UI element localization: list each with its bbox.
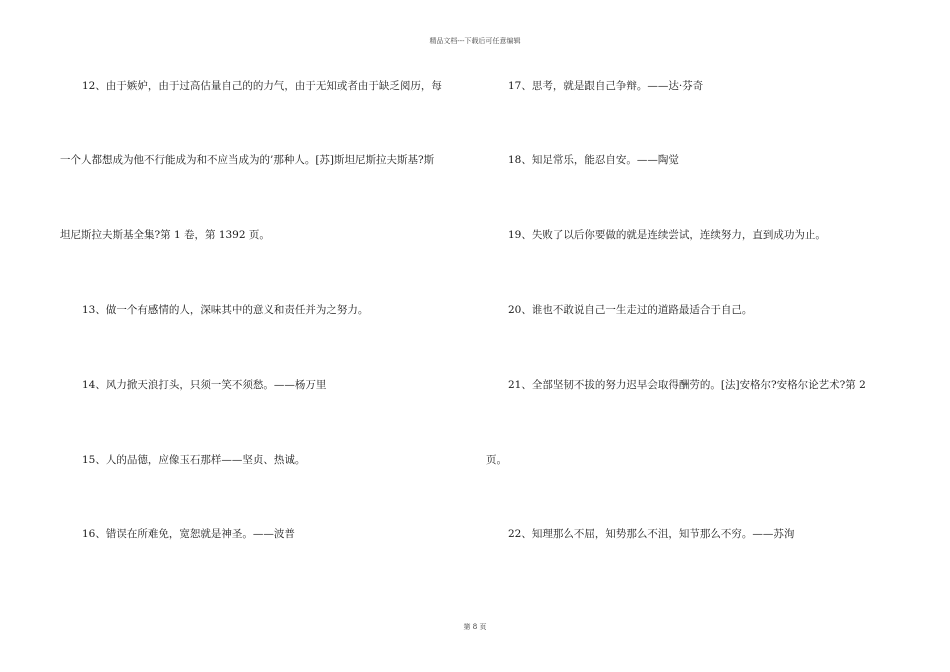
quote-14: 14、风力掀天浪打头，只须一笑不须愁。——杨万里: [82, 379, 327, 391]
quote-21-line-2: 页。: [486, 454, 507, 466]
quote-18: 18、知足常乐，能忍自安。——陶觉: [508, 154, 679, 166]
quote-17: 17、思考，就是跟自己争辩。——达·芬奇: [508, 80, 704, 92]
quote-12-line-3: 坦尼斯拉夫斯基全集?第 1 卷，第 1392 页。: [60, 229, 270, 241]
quote-19: 19、失败了以后你要做的就是连续尝试，连续努力，直到成功为止。: [508, 229, 826, 241]
page-header: 精品文档---下载后可任意编辑: [429, 37, 521, 45]
quote-15: 15、人的品德，应像玉石那样——坚贞、热诚。: [82, 454, 306, 466]
quote-21-line-1: 21、全部坚韧不拔的努力迟早会取得酬劳的。[法]安格尔?安格尔论艺术?第 2: [508, 379, 866, 391]
quote-13: 13、做一个有感情的人，深味其中的意义和责任并为之努力。: [82, 304, 369, 316]
quote-16: 16、错误在所难免，宽恕就是神圣。——波普: [82, 528, 295, 540]
quote-20: 20、谁也不敢说自己一生走过的道路最适合于自己。: [508, 304, 753, 316]
quote-12-line-2: 一个人都想成为他不行能成为和不应当成为的’那种人。[苏]斯坦尼斯拉夫斯基?斯: [60, 154, 435, 166]
quote-12-line-1: 12、由于嫉妒，由于过高估量自己的的力气，由于无知或者由于缺乏阅历，每: [82, 80, 442, 92]
quote-22: 22、知理那么不屈，知势那么不沮，知节那么不穷。——苏洵: [508, 528, 795, 540]
page-number: 第 8 页: [463, 623, 487, 631]
